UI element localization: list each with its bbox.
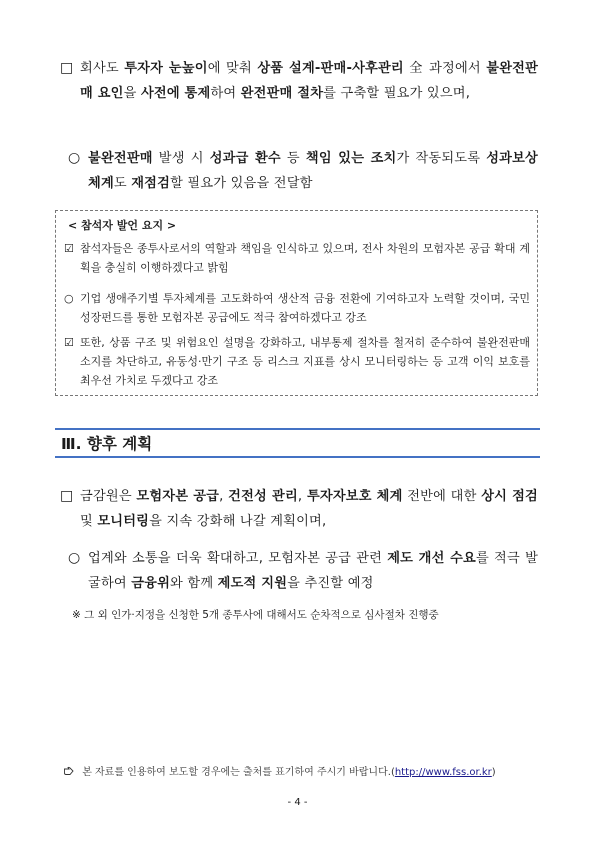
circle-bullet-icon: ○ bbox=[64, 292, 74, 305]
paragraph-fss-plan: 금감원은 모험자본 공급, 건전성 관리, 투자자보호 체계 전반에 대한 상시 점검 및 모니터링을 지속 강화해 나갈 계획이며, bbox=[80, 489, 538, 529]
pointing-hand-icon bbox=[63, 766, 74, 776]
circle-bullet-icon: ○ bbox=[68, 150, 81, 166]
checkbox-icon: ☑ bbox=[64, 336, 74, 349]
square-bullet-icon: □ bbox=[60, 488, 74, 504]
remarks-item-text: 참석자들은 종투사로서의 역할과 책임을 인식하고 있으며, 전사 차원의 모험자본 공급 확대 계획을 충실히 이행하겠다고 밝힘 bbox=[80, 242, 530, 274]
participant-remarks-box bbox=[55, 210, 538, 396]
remarks-item bbox=[64, 333, 530, 390]
remarks-item bbox=[64, 289, 530, 327]
square-bullet-icon: □ bbox=[60, 60, 74, 76]
remarks-item bbox=[64, 239, 530, 277]
circle-bullet-icon: ○ bbox=[68, 550, 81, 566]
citation-footer: 본 자료를 인용하여 보도할 경우에는 출처를 표기하여 주시기 바랍니다.(http://www.fss.or.kr) bbox=[63, 765, 543, 781]
reference-note: ※ 그 외 인가·지정을 신청한 5개 종투사에 대해서도 순차적으로 심사절차 진행중 bbox=[72, 609, 439, 621]
remarks-item-text: 기업 생애주기별 투자체계를 고도화하여 생산적 금융 전환에 기여하고자 노력할 것이며, 국민성장펀드를 통한 모험자본 공급에도 적극 참여하겠다고 강조 bbox=[80, 292, 530, 324]
remarks-box-title: < 참석자 발언 요지 > bbox=[68, 219, 177, 232]
remarks-item-text: 또한, 상품 구조 및 위험요인 설명을 강화하고, 내부통제 절차를 철저히 준수하여 불완전판매 소지를 차단하고, 유동성·만기 구조 등 리스크 지표를 상시 모니터링하는 등 고객 이익 보호를 최우선 가치로 두겠다고 강조 bbox=[80, 336, 530, 387]
fss-website-link[interactable]: http://www.fss.or.kr bbox=[394, 767, 492, 778]
section-heading-bar bbox=[55, 428, 540, 458]
paragraph-company-procedure: 회사도 투자자 눈높이에 맞춰 상품 설계-판매-사후관리 全 과정에서 불완전판매 요인을 사전에 통제하여 완전판매 절차를 구축할 필요가 있으며, bbox=[80, 61, 539, 101]
checkbox-icon: ☑ bbox=[64, 242, 74, 255]
paragraph-industry-communication: 업계와 소통을 더욱 확대하고, 모험자본 공급 관련 제도 개선 수요를 적극 발굴하여 금융위와 함께 제도적 지원을 추진할 예정 bbox=[88, 551, 539, 591]
footer-text: 본 자료를 인용하여 보도할 경우에는 출처를 표기하여 주시기 바랍니다. bbox=[82, 767, 391, 778]
paragraph-accountability: 불완전판매 발생 시 성과급 환수 등 책임 있는 조치가 작동되도록 성과보상 체계도 재점검할 필요가 있음을 전달함 bbox=[88, 151, 538, 191]
page-number: - 4 - bbox=[287, 797, 308, 808]
section-heading: Ⅲ. 향후 계획 bbox=[61, 435, 153, 453]
